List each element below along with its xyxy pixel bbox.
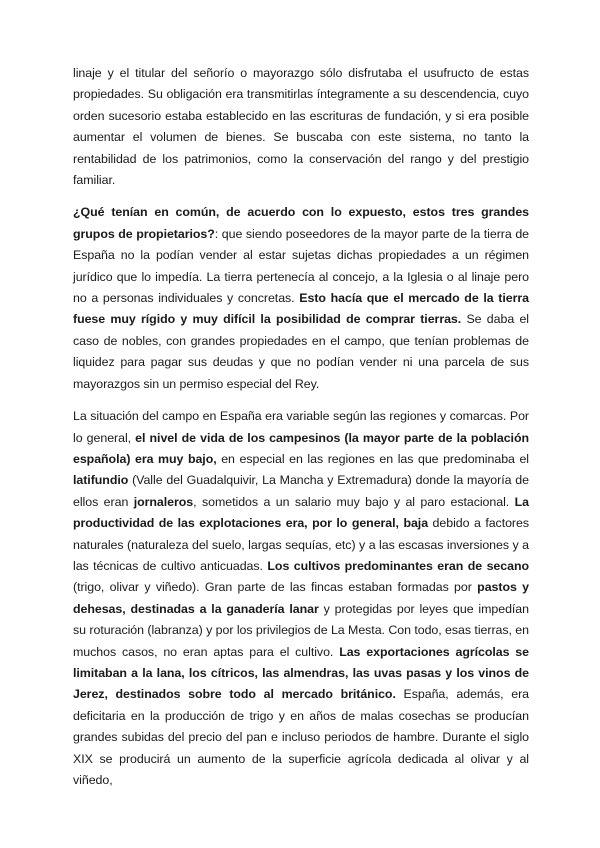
bold-segment: jornaleros: [133, 494, 194, 509]
paragraph-mayorazgo: [73, 63, 529, 191]
bold-segment: Los cultivos predominantes eran de secano: [267, 558, 529, 573]
bold-segment: latifundio: [73, 473, 129, 488]
bold-segment: Las exportaciones agrícolas se limitaban a la lana, los cítricos, las almendras, las uvas pasas y los vinos de Jerez, destinados sobre todo al mercado británico.: [73, 644, 529, 702]
text-segment: (trigo, olivar y viñedo). Gran parte de las fincas estaban formadas por: [73, 580, 478, 595]
paragraph-propietarios: [73, 202, 529, 395]
text-segment: y protegidas por leyes que impedían su roturación (labranza) y por los privilegios de La Mesta. Con todo, esas tierras, en muchos casos, no eran aptas para el cultivo.: [73, 601, 529, 659]
text-segment: : que siendo poseedores de la mayor parte de la tierra de España no la podían vender al estar sujetas dichas propiedades a un régimen jurídico que lo impedía. La tierra pertenecía al concejo, a la Iglesia o al linaje pero no a personas individuales y concretas.: [73, 226, 530, 306]
bold-question: ¿Qué tenían en común, de acuerdo con lo expuesto, estos tres grandes grupos de propietarios?: [73, 205, 529, 241]
bold-segment: La productividad de las explotaciones era, por lo general, baja: [73, 494, 529, 531]
bold-segment: pastos y dehesas, destinadas a la ganadería lanar: [73, 580, 529, 616]
text-segment: en especial en las regiones en las que predominaba el: [216, 451, 530, 466]
text-segment: linaje y el titular del señorío o mayorazgo sólo disfrutaba el usufructo de estas propiedades. Su obligación era transmitirlas íntegramente a su descendencia, cuyo orden sucesorio estaba establecido en las escrituras de fundación, y si era posible aumentar el volumen de bienes. Se buscaba con este sistema, no tanto la rentabilidad de los patrimonios, como la conservación del rango y del prestigio familiar.: [73, 66, 529, 188]
paragraph-situacion-campo: [73, 406, 529, 791]
text-segment: , sometidos a un salario muy bajo y al paro estacional.: [193, 494, 515, 509]
bold-segment: el nivel de vida de los campesinos (la mayor parte de la población española) era muy bajo,: [73, 430, 529, 466]
text-segment: España, además, era deficitaria en la producción de trigo y en años de malas cosechas se producían grandes subidas del precio del pan e incluso periodos de hambre. Durante el siglo XIX se producirá un aumento de la superficie agrícola dedicada al olivar y al viñedo,: [73, 687, 529, 787]
text-segment: La situación del campo en España era variable según las regiones y comarcas. Por lo general,: [73, 409, 529, 445]
text-segment: (Valle del Guadalquivir, La Mancha y Extremadura) donde la mayoría de ellos eran: [73, 473, 529, 509]
text-segment: debido a factores naturales (naturaleza del suelo, largas sequías, etc) y a las escasas inversiones y a las técnicas de cultivo anticuadas.: [73, 516, 529, 573]
bold-segment: Esto hacía que el mercado de la tierra fuese muy rígido y muy difícil la posibilidad de comprar tierras.: [73, 291, 529, 327]
text-segment: Se daba el caso de nobles, con grandes propiedades en el campo, que tenían problemas de liquidez para pagar sus deudas y que no podían vender ni una parcela de sus mayorazgos sin un permiso especial del Rey.: [73, 312, 529, 391]
